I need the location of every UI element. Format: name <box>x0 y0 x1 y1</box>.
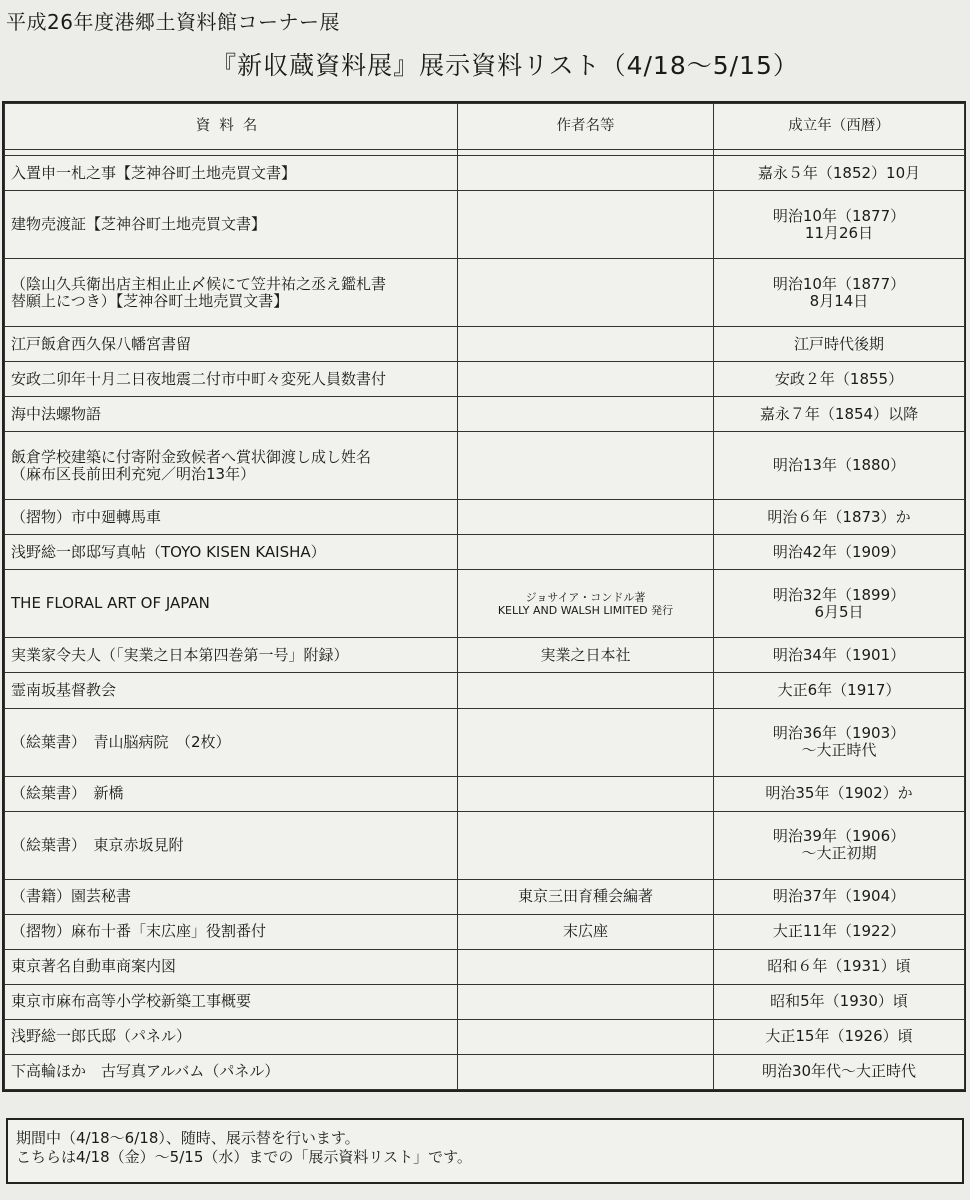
item-name-cell <box>5 570 458 638</box>
item-name-cell <box>5 191 458 259</box>
item-date-cell-line: 大正6年（1917） <box>777 680 901 699</box>
item-name-cell-line: （絵葉書） 東京赤坂見附 <box>11 835 184 854</box>
item-date-cell-line: 明治13年（1880） <box>772 456 906 475</box>
item-date-cell-line: 明治10年（1877） <box>772 206 906 225</box>
item-date-cell-line: 〜大正時代 <box>801 741 877 760</box>
item-name-cell <box>5 362 458 397</box>
item-author-cell-line: KELLY AND WALSH LIMITED 発行 <box>497 603 674 617</box>
item-author-cell <box>458 362 714 397</box>
item-author-cell <box>458 397 714 432</box>
item-author-cell <box>458 535 714 570</box>
item-name-cell-line: 浅野総一郎氏邸（パネル） <box>11 1027 192 1046</box>
item-date-cell <box>714 914 965 949</box>
item-date-cell <box>714 1019 965 1054</box>
item-author-cell <box>458 949 714 984</box>
item-date-cell-line: 明治34年（1901） <box>772 645 906 664</box>
item-date-cell-line: 明治10年（1877） <box>772 274 906 293</box>
item-name-cell-line: 建物売渡証【芝神谷町土地売買文書】 <box>11 215 267 234</box>
item-name-cell-line: 海中法螺物語 <box>11 404 102 423</box>
item-name-cell-line: 東京著名自動車商案内図 <box>11 957 177 976</box>
item-name-cell-line: 安政二卯年十月二日夜地震二付市中町々変死人員数書付 <box>11 369 387 388</box>
table-row <box>5 811 965 879</box>
item-name-cell-line: 実業家令夫人（「実業之日本第四巻第一号」附録） <box>11 645 349 664</box>
table-row <box>5 673 965 708</box>
item-name-cell <box>5 1054 458 1089</box>
item-name-cell-line: 東京市麻布高等小学校新築工事概要 <box>11 992 252 1011</box>
item-date-cell-line: 11月26日 <box>804 223 874 242</box>
item-name-cell-line: 霊南坂基督教会 <box>11 680 117 699</box>
item-date-cell <box>714 984 965 1019</box>
item-date-cell <box>714 570 965 638</box>
item-date-cell-line: 江戸時代後期 <box>793 334 884 353</box>
item-date-cell <box>714 879 965 914</box>
item-name-cell-line: 下高輪ほか 古写真アルバム（パネル） <box>11 1062 280 1081</box>
item-author-cell-line: 末広座 <box>562 922 608 941</box>
item-date-cell <box>714 500 965 535</box>
item-name-cell-line: （摺物）市中廻轉馬車 <box>11 507 162 526</box>
item-author-cell <box>458 638 714 673</box>
item-name-cell <box>5 776 458 811</box>
item-date-cell-line: 大正11年（1922） <box>772 922 906 941</box>
item-date-cell-line: 昭和６年（1931）頃 <box>767 957 911 976</box>
item-name-cell-line: 江戸飯倉西久保八幡宮書留 <box>11 334 192 353</box>
item-date-cell-line: 明治39年（1906） <box>772 827 906 846</box>
exhibition-subtitle: 平成26年度港郷土資料館コーナー展 <box>6 10 340 34</box>
item-date-cell <box>714 708 965 776</box>
item-name-cell-line: （書籍）園芸秘書 <box>11 887 132 906</box>
item-date-cell <box>714 191 965 259</box>
item-date-cell-line: 大正15年（1926）頃 <box>765 1027 913 1046</box>
item-name-cell <box>5 500 458 535</box>
item-name-cell <box>5 811 458 879</box>
table-row <box>5 362 965 397</box>
item-name-cell-line: （絵葉書） 青山脳病院 （2枚） <box>11 732 231 751</box>
item-date-cell <box>714 535 965 570</box>
exhibit-table-frame <box>2 101 966 1092</box>
item-author-cell-line: 東京三田育種会編著 <box>517 887 653 906</box>
exhibit-table <box>4 103 965 1090</box>
item-name-cell <box>5 708 458 776</box>
item-date-cell-line: 嘉永７年（1854）以降 <box>759 404 919 423</box>
item-author-cell <box>458 1019 714 1054</box>
table-row <box>5 638 965 673</box>
item-date-cell <box>714 1054 965 1089</box>
item-date-cell-line: 6月5日 <box>814 602 864 621</box>
item-author-cell <box>458 327 714 362</box>
item-author-cell <box>458 259 714 327</box>
item-date-cell-line: 明治35年（1902）か <box>765 784 913 803</box>
table-row <box>5 397 965 432</box>
item-date-cell <box>714 673 965 708</box>
item-author-cell <box>458 914 714 949</box>
item-date-cell-line: 安政２年（1855） <box>774 369 904 388</box>
item-date-cell-line: 明治37年（1904） <box>772 887 906 906</box>
item-author-cell <box>458 984 714 1019</box>
item-date-cell-line: 明治42年（1909） <box>772 542 906 561</box>
item-author-cell <box>458 776 714 811</box>
item-name-cell-line: （陰山久兵衛出店主相止止〆候にて笠井祐之丞え鑑札書 <box>11 274 387 293</box>
item-date-cell-line: 明治６年（1873）か <box>767 507 911 526</box>
item-author-cell <box>458 570 714 638</box>
item-author-cell <box>458 191 714 259</box>
item-date-cell-line: 嘉永５年（1852）10月 <box>757 163 921 182</box>
item-date-cell <box>714 811 965 879</box>
table-row <box>5 535 965 570</box>
table-row <box>5 432 965 500</box>
table-row <box>5 949 965 984</box>
table-row <box>5 500 965 535</box>
item-author-cell <box>458 811 714 879</box>
item-name-cell <box>5 535 458 570</box>
notice-line-2: こちらは4/18（金）〜5/15（水）までの「展示資料リスト」です。 <box>16 1148 472 1166</box>
table-row <box>5 156 965 191</box>
item-name-cell <box>5 638 458 673</box>
table-row <box>5 1054 965 1089</box>
item-date-cell-line: 明治32年（1899） <box>772 585 906 604</box>
item-name-cell <box>5 879 458 914</box>
table-header-row <box>5 104 965 150</box>
item-name-cell-line: 浅野総一郎邸写真帖（TOYO KISEN KAISHA） <box>11 542 326 561</box>
item-name-cell <box>5 984 458 1019</box>
item-date-cell <box>714 397 965 432</box>
item-name-cell <box>5 397 458 432</box>
page-title: 『新収蔵資料展』展示資料リスト（4/18〜5/15） <box>211 51 799 80</box>
item-name-cell-line: THE FLORAL ART OF JAPAN <box>11 594 210 613</box>
table-row <box>5 570 965 638</box>
table-row <box>5 879 965 914</box>
item-name-cell <box>5 259 458 327</box>
notice-box <box>6 1118 964 1184</box>
item-date-cell <box>714 362 965 397</box>
item-name-cell <box>5 1019 458 1054</box>
item-author-cell <box>458 708 714 776</box>
item-date-cell <box>714 776 965 811</box>
item-name-cell-line: 替願上につき）【芝神谷町土地売買文書】 <box>11 291 289 310</box>
notice-line-1: 期間中（4/18〜6/18）、随時、展示替を行います。 <box>16 1129 360 1147</box>
table-row <box>5 1019 965 1054</box>
item-author-cell <box>458 500 714 535</box>
item-date-cell <box>714 432 965 500</box>
item-author-cell <box>458 1054 714 1089</box>
item-date-cell <box>714 327 965 362</box>
item-author-cell <box>458 432 714 500</box>
item-name-cell <box>5 673 458 708</box>
table-row <box>5 259 965 327</box>
item-name-cell <box>5 914 458 949</box>
item-name-cell-line: （摺物）麻布十番「末広座」役割番付 <box>11 922 267 941</box>
item-name-cell <box>5 949 458 984</box>
column-header-name: 資料名 <box>5 104 458 150</box>
column-header-author: 作者名等 <box>458 104 714 150</box>
item-author-cell <box>458 156 714 191</box>
item-date-cell <box>714 259 965 327</box>
table-row <box>5 327 965 362</box>
item-name-cell-line: （麻布区長前田利充宛／明治13年） <box>11 464 256 483</box>
item-date-cell <box>714 156 965 191</box>
item-date-cell <box>714 949 965 984</box>
table-row <box>5 984 965 1019</box>
column-header-date: 成立年（西暦） <box>714 104 965 150</box>
item-name-cell-line: （絵葉書） 新橋 <box>11 784 124 803</box>
table-row <box>5 776 965 811</box>
table-row <box>5 914 965 949</box>
item-author-cell-line: ジョサイア・コンドル著 <box>525 590 646 604</box>
item-date-cell-line: 8月14日 <box>809 291 869 310</box>
item-name-cell <box>5 432 458 500</box>
item-author-cell <box>458 879 714 914</box>
item-author-cell-line: 実業之日本社 <box>540 645 631 664</box>
item-date-cell-line: 〜大正初期 <box>801 844 877 863</box>
item-date-cell-line: 明治30年代〜大正時代 <box>761 1062 917 1081</box>
item-name-cell <box>5 327 458 362</box>
table-row <box>5 191 965 259</box>
item-name-cell-line: 入置申一札之事【芝神谷町土地売買文書】 <box>11 163 297 182</box>
item-date-cell <box>714 638 965 673</box>
item-author-cell <box>458 673 714 708</box>
item-date-cell-line: 昭和5年（1930）頃 <box>770 992 908 1011</box>
item-name-cell <box>5 156 458 191</box>
item-name-cell-line: 飯倉学校建築に付寄附金致候者へ賞状御渡し成し姓名 <box>11 447 372 466</box>
table-body <box>5 156 965 1090</box>
item-date-cell-line: 明治36年（1903） <box>772 724 906 743</box>
table-row <box>5 708 965 776</box>
